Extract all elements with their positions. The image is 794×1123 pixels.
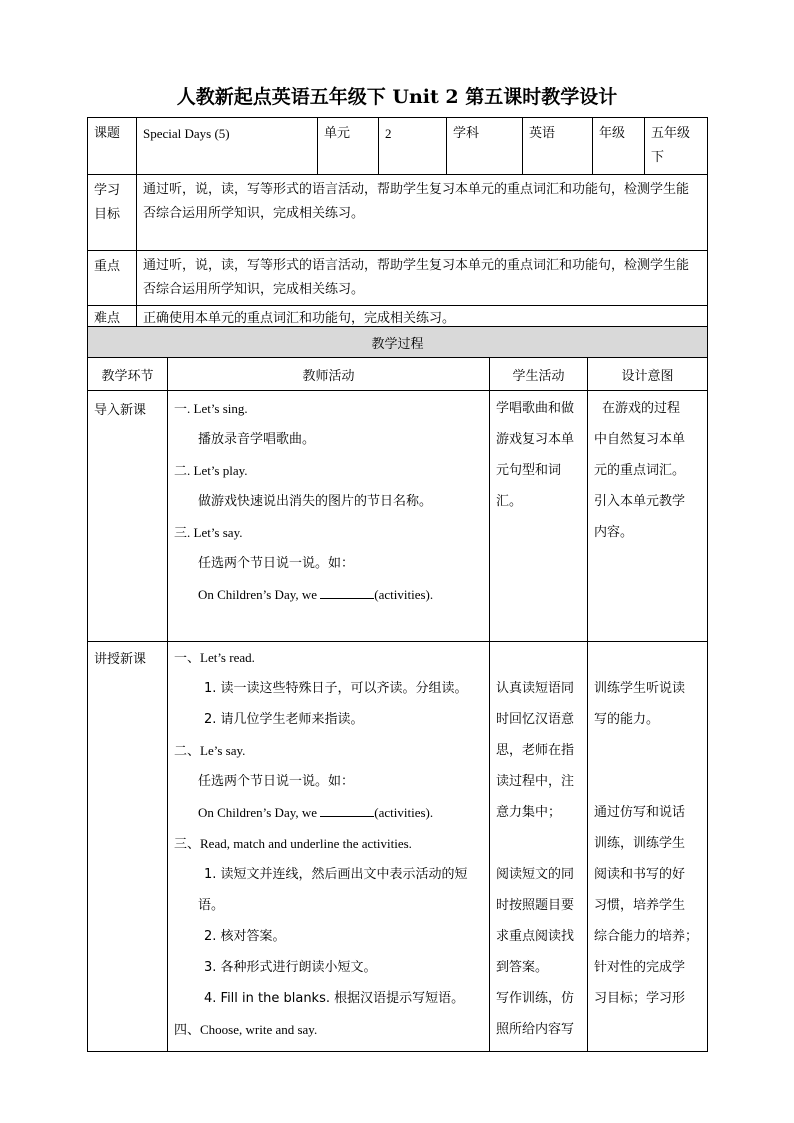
student-new-line: 认真读短语同 (496, 681, 575, 696)
spacer (594, 766, 701, 797)
purpose-new-line: 阅读和书写的好 (594, 867, 686, 882)
purpose-intro-line: 内容。 (594, 525, 634, 540)
purpose-intro-line: 在游戏的过程 (602, 401, 681, 416)
process-title: 教学过程 (88, 327, 708, 358)
grade-value: 五年级下 (645, 118, 708, 175)
student-intro-line: 游戏复习本单 (496, 432, 575, 447)
purpose-intro-line: 元的重点词汇。 (594, 463, 686, 478)
purpose-new-line: 训练，训练学生 (594, 836, 686, 851)
teacher-new (168, 642, 490, 1052)
student-new-line: 照所给内容写 (496, 1022, 575, 1037)
new-step-3-1-cont: 语。 (198, 898, 225, 913)
student-new-line: 读过程中，注 (496, 774, 575, 789)
student-new-line: 求重点阅读找 (496, 929, 575, 944)
key-label: 重点 (88, 251, 137, 306)
new-example (174, 797, 483, 828)
student-intro-line: 元句型和词汇。 (496, 463, 562, 509)
purpose-new-line: 针对性的完成学 (594, 960, 686, 975)
topic-value: Special Days (5) (137, 118, 318, 175)
purpose-new-line: 训练学生听说读 (594, 681, 686, 696)
intro-example-text: On Children’s Day, we (198, 587, 318, 602)
student-intro-line: 学唱歌曲和做 (496, 401, 575, 416)
new-step-2-desc: 任选两个节日说一说。如： (198, 774, 355, 789)
new-step-3-3: 3. 各种形式进行朗读小短文。 (204, 960, 377, 975)
key-text: 通过听，说，读，写等形式的语言活动，帮助学生复习本单元的重点词汇和功能句，检测学生能否综合运用所学知识，完成相关练习。 (137, 251, 708, 306)
purpose-new (588, 642, 708, 1052)
fill-blank (320, 804, 374, 817)
diff-label: 难点 (88, 306, 137, 333)
new-step-4: 四、Choose, write and say. (174, 1022, 318, 1037)
student-new-line: 时按照题目要 (496, 898, 575, 913)
new-step-1: 一、Let’s read. (174, 650, 255, 665)
intro-step-2: 二. Let’s play. (174, 463, 248, 478)
purpose-intro-line: 中自然复习本单 (594, 432, 686, 447)
purpose-new-line: 习目标；学习形 (594, 991, 686, 1006)
stage-new: 讲授新课 (88, 642, 168, 1052)
page-title: 人教新起点英语五年级下 Unit 2 第五课时教学设计 (176, 86, 618, 108)
student-new-line: 写作训练，仿 (496, 991, 575, 1006)
new-step-3-2: 2. 核对答案。 (204, 929, 286, 944)
unit-value: 2 (379, 118, 447, 175)
new-step-3: 三、Read, match and underline the activities. (174, 836, 412, 851)
spacer (594, 642, 701, 673)
new-step-2: 二、Le’s say. (174, 743, 246, 758)
student-new-line: 意力集中； (496, 805, 562, 820)
header-student: 学生活动 (490, 358, 588, 391)
topic-label: 课题 (88, 118, 137, 175)
purpose-intro-line: 引入本单元教学 (594, 494, 686, 509)
goal-text: 通过听，说，读，写等形式的语言活动，帮助学生复习本单元的重点词汇和功能句，检测学生能否综合运用所学知识，完成相关练习。 (137, 175, 708, 251)
student-new (490, 642, 588, 1052)
student-new-line: 阅读短文的同 (496, 867, 575, 882)
intro-example (174, 579, 483, 610)
new-step-1-1: 1. 读一读这些特殊日子，可以齐读。分组读。 (204, 681, 468, 696)
new-step-3-1: 1. 读短文并连线，然后画出文中表示活动的短 (204, 867, 468, 882)
new-step-3-4: 4. Fill in the blanks. 根据汉语提示写短语。 (204, 991, 465, 1006)
intro-step-1: 一. Let’s sing. (174, 401, 248, 416)
purpose-intro (588, 391, 708, 642)
intro-step-1-desc: 播放录音学唱歌曲。 (198, 432, 316, 447)
purpose-new-line: 写的能力。 (594, 712, 660, 727)
goal-label: 学习目标 (88, 175, 137, 251)
info-table (87, 117, 708, 333)
student-new-line: 时回忆汉语意 (496, 712, 575, 727)
grade-label: 年级 (593, 118, 645, 175)
intro-step-2-desc: 做游戏快速说出消失的图片的节日名称。 (198, 494, 433, 509)
student-new-line: 思，老师在指 (496, 743, 575, 758)
student-new-line: 到答案。 (496, 960, 549, 975)
intro-step-3-desc: 任选两个节日说一说。如： (198, 556, 355, 571)
fill-blank (320, 586, 374, 599)
diff-text: 正确使用本单元的重点词汇和功能句，完成相关练习。 (137, 306, 708, 333)
header-stage: 教学环节 (88, 358, 168, 391)
teacher-intro (168, 391, 490, 642)
student-intro (490, 391, 588, 642)
unit-label: 单元 (318, 118, 379, 175)
spacer (496, 642, 581, 673)
purpose-new-line: 习惯，培养学生 (594, 898, 686, 913)
spacer (496, 828, 581, 859)
purpose-new-line: 综合能力的培养； (594, 929, 699, 944)
header-purpose: 设计意图 (588, 358, 708, 391)
header-teacher: 教师活动 (168, 358, 490, 391)
subject-label: 学科 (447, 118, 523, 175)
stage-intro: 导入新课 (88, 391, 168, 642)
new-example-text: On Children’s Day, we (198, 805, 318, 820)
spacer (594, 735, 701, 766)
purpose-new-line: 通过仿写和说话 (594, 805, 686, 820)
intro-step-3: 三. Let’s say. (174, 525, 243, 540)
new-example-tail: (activities). (374, 805, 434, 820)
new-step-1-2: 2. 请几位学生老师来指读。 (204, 712, 364, 727)
subject-value: 英语 (523, 118, 593, 175)
intro-example-tail: (activities). (374, 587, 434, 602)
process-table (87, 326, 708, 1052)
